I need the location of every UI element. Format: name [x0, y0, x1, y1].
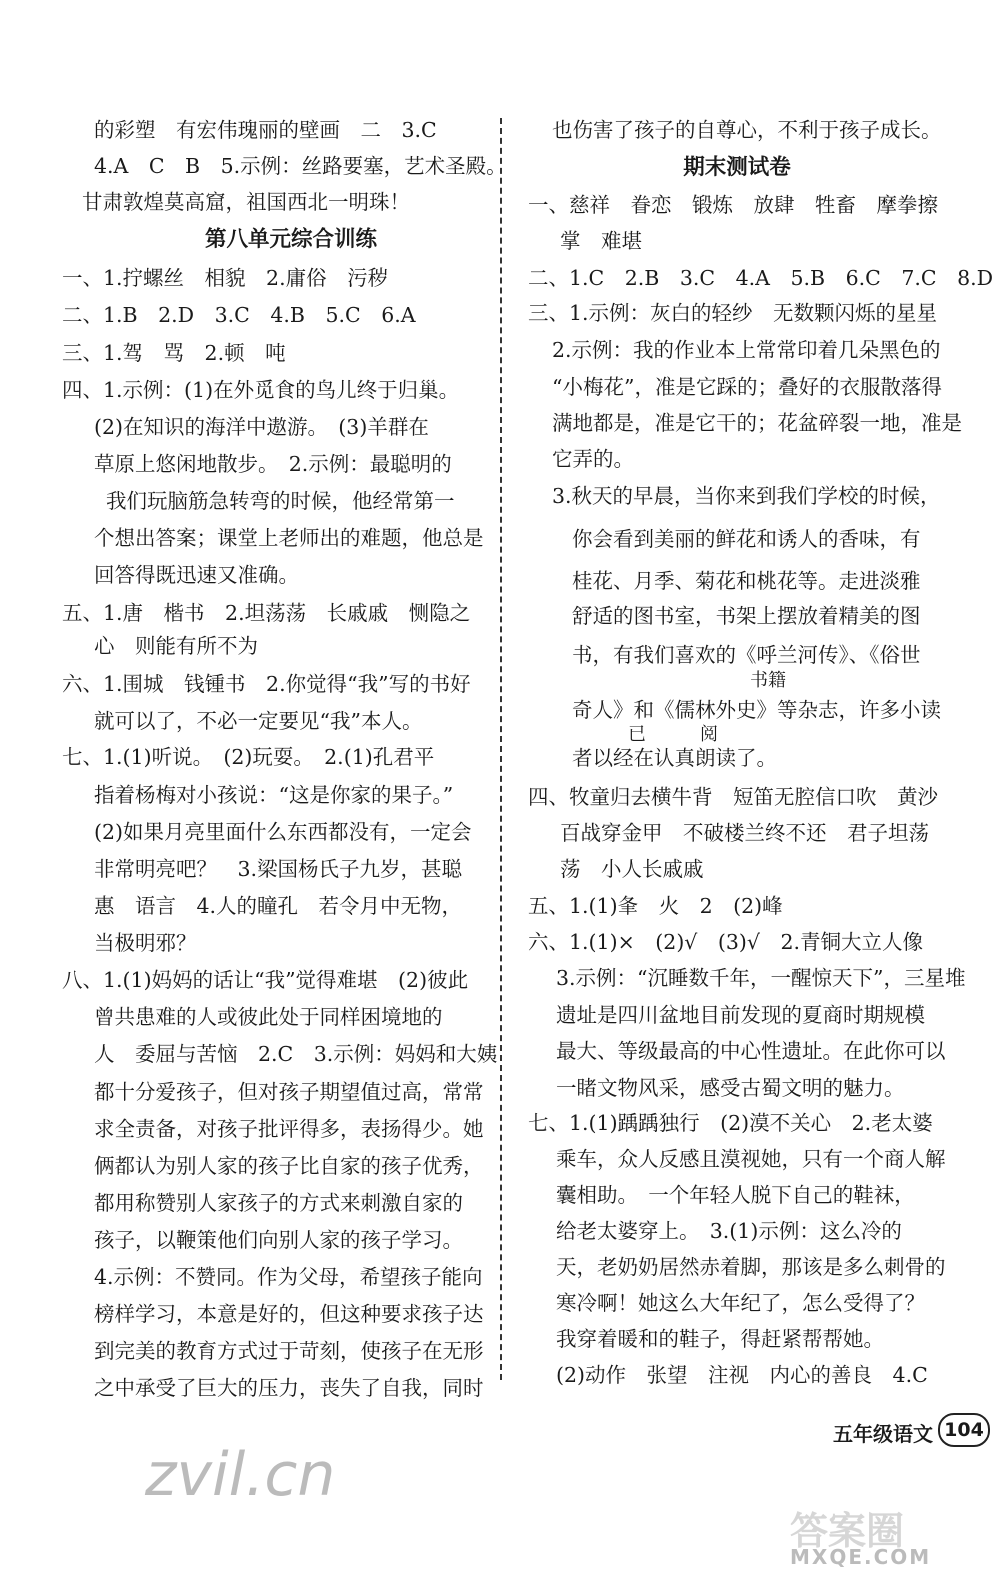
text-line: 八、1.(1)妈妈的话让“我”觉得难堪 (2)彼此 — [62, 968, 469, 992]
text-line: 草原上悠闲地散步。 2.示例：最聪明的 — [94, 452, 452, 476]
section-heading: 第八单元综合训练 — [204, 227, 377, 252]
text-line: 之中承受了巨大的压力，丧失了自我，同时 — [94, 1376, 484, 1400]
text-line: 百战穿金甲 不破楼兰终不还 君子坦荡 — [560, 821, 929, 845]
text-line: (2)在知识的海洋中遨游。 (3)羊群在 — [94, 415, 429, 439]
text-line: 孩子，以鞭策他们向别人家的孩子学习。 — [94, 1228, 463, 1252]
text-line: 四、1.示例：(1)在外觅食的鸟儿终于归巢。 — [62, 378, 460, 402]
text-line: 三、1.示例：灰白的轻纱 无数颗闪烁的星星 — [528, 301, 938, 325]
text-line: 六、1.(1)× (2)√ (3)√ 2.青铜大立人像 — [528, 930, 924, 954]
text-line: 3.秋天的早晨，当你来到我们学校的时候， — [552, 484, 941, 508]
text-line: 者以经在认真朗读了。 — [572, 746, 777, 770]
watermark-text: zvil.cn — [145, 1440, 336, 1510]
text-line: 我穿着暖和的鞋子，得赶紧帮帮她。 — [556, 1327, 884, 1351]
text-line: 三、1.驾 骂 2.顿 吨 — [62, 341, 286, 365]
text-line: 人 委屈与苦恼 2.C 3.示例：妈妈和大姨 — [94, 1042, 498, 1066]
text-line: 五、1.(1)夆 火 2 (2)峰 — [528, 894, 783, 918]
text-line: 非常明亮吧？ 3.梁国杨氏子九岁，甚聪 — [94, 857, 463, 881]
text-line: 你会看到美丽的鲜花和诱人的香味，有 — [572, 527, 921, 551]
text-line: 五、1.唐 楷书 2.坦荡荡 长戚戚 恻隐之 — [62, 601, 471, 625]
text-line: 七、1.(1)踽踽独行 (2)漠不关心 2.老太婆 — [528, 1111, 933, 1135]
correction-note: 书籍 — [750, 670, 786, 691]
text-line: 俩都认为别人家的孩子比自家的孩子优秀， — [94, 1154, 484, 1178]
text-line: 它弄的。 — [552, 447, 634, 471]
text-line: 舒适的图书室，书架上摆放着精美的图 — [572, 604, 921, 628]
text-line: 四、牧童归去横牛背 短笛无腔信口吹 黄沙 — [528, 785, 938, 809]
text-line: 也伤害了孩子的自尊心，不利于孩子成长。 — [552, 118, 942, 142]
text-line: 个想出答案；课堂上老师出的难题，他总是 — [94, 526, 484, 550]
text-line: 七、1.(1)听说。 (2)玩耍。 2.(1)孔君平 — [62, 745, 435, 769]
text-line: 寒冷啊！她这么大年纪了，怎么受得了？ — [556, 1291, 925, 1315]
text-line: 到完美的教育方式过于苛刻，使孩子在无形 — [94, 1339, 484, 1363]
section-heading: 期末测试卷 — [683, 155, 791, 180]
text-line: 一、慈祥 眷恋 锻炼 放肆 牲畜 摩拳擦 — [528, 193, 938, 217]
text-line: 书，有我们喜欢的《呼兰河传》、《俗世 — [572, 643, 921, 667]
grade-subject-label: 五年级语文 — [833, 1422, 933, 1446]
text-line: 天，老奶奶居然赤着脚，那该是多么刺骨的 — [556, 1255, 946, 1279]
text-line: 当极明邪？ — [94, 931, 197, 955]
text-line: 二、1.C 2.B 3.C 4.A 5.B 6.C 7.C 8.D — [528, 266, 994, 290]
text-line: 给老太婆穿上。 3.(1)示例：这么冷的 — [556, 1219, 902, 1243]
text-line: 二、1.B 2.D 3.C 4.B 5.C 6.A — [62, 303, 416, 327]
text-line: 奇人》和《儒林外史》等杂志，许多小读 — [572, 698, 941, 722]
watermark-domain: MXQE.COM — [790, 1545, 932, 1569]
text-line: 3.示例：“沉睡数千年，一醒惊天下”，三星堆 — [556, 966, 966, 990]
text-line: 六、1.围城 钱锺书 2.你觉得“我”写的书好 — [62, 672, 471, 696]
text-line: 掌 难堪 — [560, 229, 642, 253]
text-line: 荡 小人长戚戚 — [560, 857, 704, 881]
text-line: “小梅花”，准是它踩的；叠好的衣服散落得 — [552, 375, 942, 399]
text-line: 一、1.拧螺丝 相貌 2.庸俗 污秽 — [62, 266, 389, 290]
text-line: 我们玩脑筋急转弯的时候，他经常第一 — [106, 489, 455, 513]
text-line: 求全责备，对孩子批评得多，表扬得少。她 — [94, 1117, 484, 1141]
page-number: 104 — [938, 1413, 990, 1447]
text-line: 回答得既迅速又准确。 — [94, 563, 299, 587]
text-line: 4.示例：不赞同。作为父母，希望孩子能向 — [94, 1265, 483, 1289]
text-line: 心 则能有所不为 — [94, 634, 258, 658]
text-line: 2.示例：我的作业本上常常印着几朵黑色的 — [552, 338, 941, 362]
text-line: 甘肃敦煌莫高窟，祖国西北一明珠！ — [82, 190, 410, 214]
text-line: 的彩塑 有宏伟瑰丽的壁画 二 3.C — [94, 118, 437, 142]
text-line: (2)动作 张望 注视 内心的善良 4.C — [556, 1363, 928, 1387]
text-line: 4.A C B 5.示例：丝路要塞，艺术圣殿。 — [94, 154, 507, 178]
text-line: 都用称赞别人家孩子的方式来刺激自家的 — [94, 1191, 463, 1215]
text-line: 一睹文物风采，感受古蜀文明的魅力。 — [556, 1076, 905, 1100]
correction-note: 已 阅 — [628, 724, 718, 745]
watermark-logo: 答案圈 — [790, 1509, 905, 1553]
text-line: 就可以了，不必一定要见“我”本人。 — [94, 709, 423, 733]
text-line: 满地都是，准是它干的；花盆碎裂一地，准是 — [552, 411, 962, 435]
column-divider — [500, 118, 502, 1380]
text-line: 囊相助。 一个年轻人脱下自己的鞋袜， — [556, 1183, 915, 1207]
text-line: (2)如果月亮里面什么东西都没有，一定会 — [94, 820, 472, 844]
text-line: 桂花、月季、菊花和桃花等。走进淡雅 — [572, 569, 921, 593]
text-line: 都十分爱孩子，但对孩子期望值过高，常常 — [94, 1080, 484, 1104]
text-line: 最大、等级最高的中心性遗址。在此你可以 — [556, 1039, 946, 1063]
text-line: 指着杨梅对小孩说：“这是你家的果子。” — [94, 783, 454, 807]
text-line: 乘车，众人反感且漠视她，只有一个商人解 — [556, 1147, 946, 1171]
text-line: 曾共患难的人或彼此处于同样困境地的 — [94, 1005, 443, 1029]
text-line: 遗址是四川盆地目前发现的夏商时期规模 — [556, 1003, 925, 1027]
text-line: 榜样学习，本意是好的，但这种要求孩子达 — [94, 1302, 484, 1326]
text-line: 惠 语言 4.人的瞳孔 若令月中无物， — [94, 894, 463, 918]
